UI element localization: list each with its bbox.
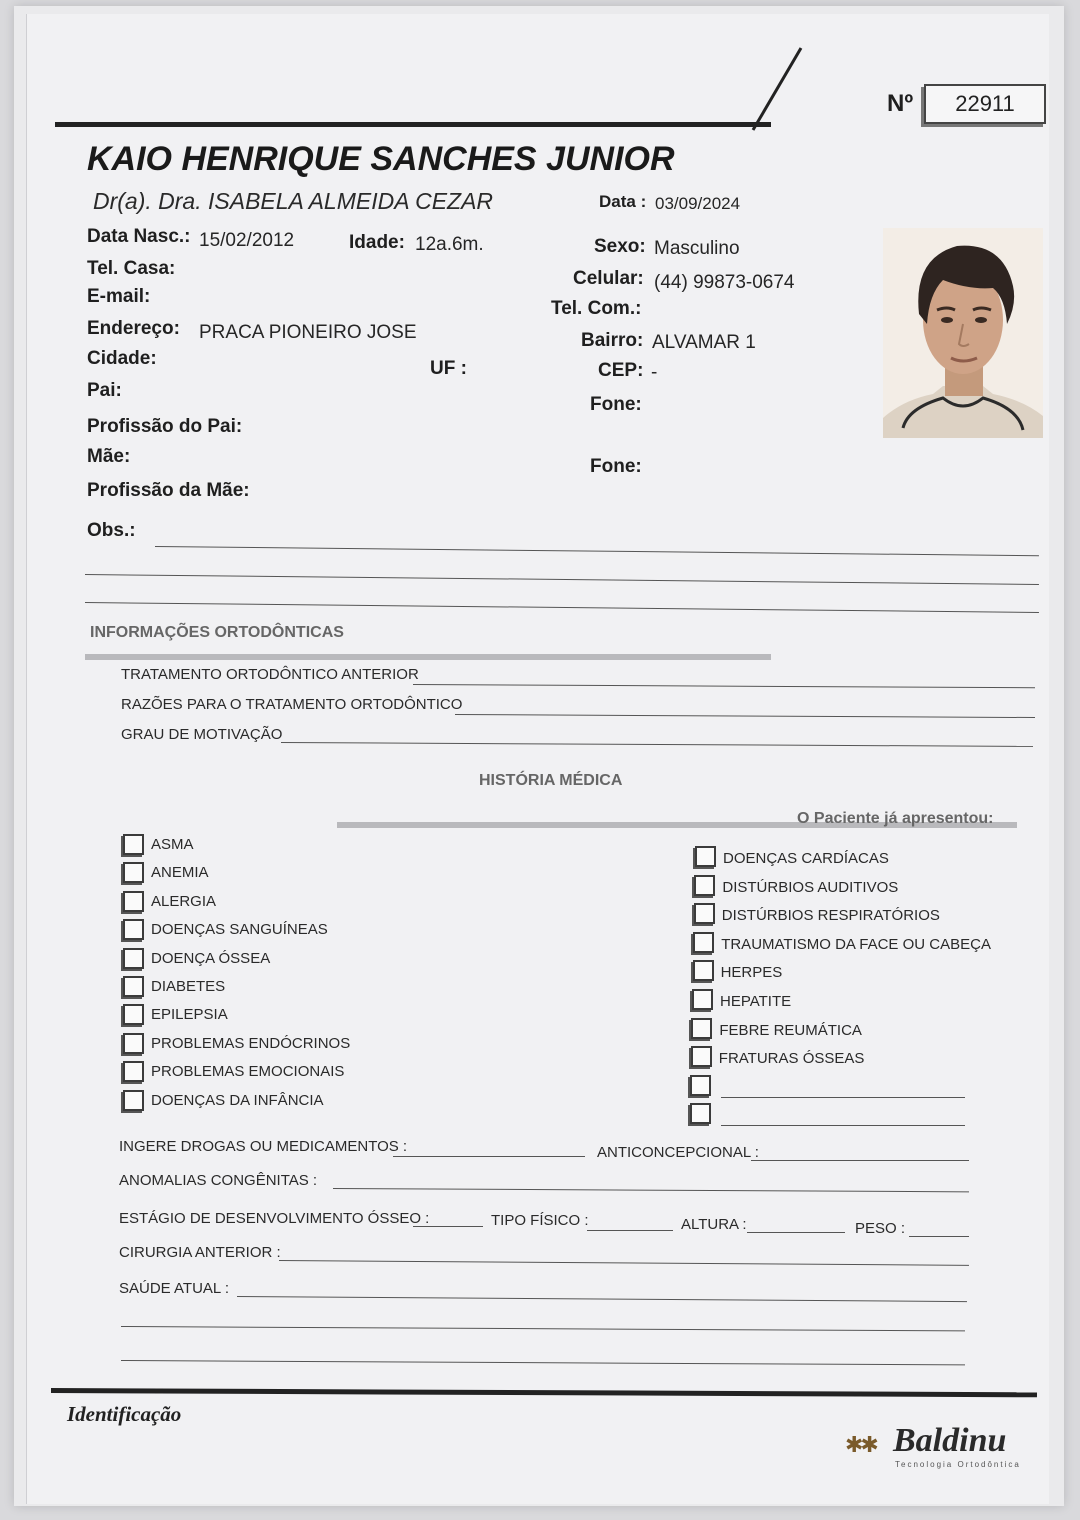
- checkbox-right-label-5: HEPATITE: [720, 993, 792, 1010]
- body-type-label: TIPO FÍSICO :: [491, 1212, 589, 1229]
- checkbox-left-5[interactable]: [123, 976, 144, 997]
- contraceptive-line[interactable]: [751, 1160, 969, 1161]
- medical-subtitle: O Paciente já apresentou:: [797, 810, 994, 827]
- ortho-previous-line[interactable]: [413, 684, 1035, 688]
- weight-line[interactable]: [909, 1236, 969, 1237]
- checkbox-left-3[interactable]: [123, 919, 144, 940]
- address-label: Endereço:: [87, 318, 180, 339]
- zip-value: -: [651, 362, 658, 383]
- age-label: Idade:: [349, 232, 405, 253]
- health-line-1[interactable]: [237, 1296, 967, 1302]
- date-label: Data :: [599, 192, 647, 211]
- ortho-reasons-line[interactable]: [455, 714, 1035, 718]
- patient-name: KAIO HENRIQUE SANCHES JUNIOR: [87, 140, 675, 178]
- state-label: UF :: [430, 358, 467, 379]
- checkbox-left-label-2: ALERGIA: [151, 892, 217, 910]
- ortho-section-title: INFORMAÇÕES ORTODÔNTICAS: [90, 624, 344, 641]
- email-label: E-mail:: [87, 286, 151, 307]
- body-type-line[interactable]: [587, 1230, 673, 1231]
- header-bar: [55, 122, 771, 127]
- ortho-reasons-label: RAZÕES PARA O TRATAMENTO ORTODÔNTICO: [121, 696, 463, 713]
- mother-label: Mãe:: [87, 446, 131, 467]
- doctor-name: Dr(a). Dra. ISABELA ALMEIDA CEZAR: [93, 188, 494, 214]
- checkbox-right-4[interactable]: [693, 960, 714, 981]
- brand-name: Baldinu: [893, 1422, 1007, 1459]
- checkbox-left-label-0: ASMA: [151, 836, 194, 853]
- checkbox-right-blank-line-8[interactable]: [721, 1097, 965, 1098]
- ortho-previous-label: TRATAMENTO ORTODÔNTICO ANTERIOR: [121, 666, 419, 683]
- age-value: 12a.6m.: [415, 234, 484, 255]
- checkbox-left-label-4: DOENÇA ÓSSEA: [151, 949, 271, 967]
- bone-stage-label: ESTÁGIO DE DESENVOLVIMENTO ÓSSEO :: [119, 1210, 430, 1227]
- weight-label: PESO :: [855, 1220, 906, 1237]
- checkbox-left-label-6: EPILEPSIA: [151, 1006, 228, 1024]
- father-profession-label: Profissão do Pai:: [87, 416, 243, 437]
- form-page: [26, 14, 1049, 1504]
- checkbox-right-label-6: FEBRE REUMÁTICA: [719, 1021, 862, 1039]
- checkbox-right-blank-line-9[interactable]: [721, 1125, 965, 1126]
- checkbox-right-8[interactable]: [690, 1075, 711, 1096]
- header-slash: [747, 44, 807, 134]
- father-label: Pai:: [87, 380, 122, 401]
- checkbox-left-8[interactable]: [123, 1061, 144, 1082]
- footer-section-title: Identificação: [67, 1402, 182, 1426]
- checkbox-right-5[interactable]: [692, 989, 713, 1010]
- birth-date-value: 15/02/2012: [199, 230, 295, 251]
- checkbox-left-label-7: PROBLEMAS ENDÓCRINOS: [151, 1034, 351, 1052]
- height-label: ALTURA :: [681, 1216, 747, 1233]
- patient-photo-illustration: [883, 228, 1043, 438]
- checkbox-left-9[interactable]: [123, 1090, 144, 1111]
- checkbox-right-7[interactable]: [691, 1046, 712, 1067]
- checkbox-left-1[interactable]: [123, 862, 144, 883]
- health-label: SAÚDE ATUAL :: [119, 1280, 230, 1297]
- sex-value: Masculino: [654, 238, 740, 259]
- checkbox-right-label-4: HERPES: [720, 964, 783, 982]
- surgery-line[interactable]: [279, 1260, 969, 1266]
- patient-photo: [883, 228, 1043, 438]
- anomalies-label: ANOMALIAS CONGÊNITAS :: [119, 1172, 318, 1189]
- checkbox-right-label-1: DISTÚRBIOS AUDITIVOS: [722, 878, 899, 896]
- neighborhood-label: Bairro:: [581, 330, 644, 351]
- health-line-3[interactable]: [121, 1360, 965, 1365]
- sex-label: Sexo:: [594, 236, 646, 257]
- father-phone-label: Fone:: [590, 394, 642, 415]
- checkbox-left-label-8: PROBLEMAS EMOCIONAIS: [151, 1063, 345, 1081]
- checkbox-right-3[interactable]: [693, 932, 714, 953]
- obs-label: Obs.:: [87, 520, 136, 541]
- checkbox-right-1[interactable]: [694, 875, 715, 896]
- work-phone-label: Tel. Com.:: [551, 298, 642, 319]
- ortho-section-bar: [85, 654, 771, 660]
- mobile-value: (44) 99873-0674: [654, 272, 795, 293]
- mother-profession-label: Profissão da Mãe:: [87, 480, 250, 501]
- checkbox-left-4[interactable]: [123, 948, 144, 969]
- form-number-value: 22911: [955, 91, 1015, 116]
- checkbox-left-7[interactable]: [123, 1033, 144, 1054]
- form-number-label: Nº: [887, 90, 914, 117]
- mother-phone-label: Fone:: [590, 456, 642, 477]
- footer-bar: [51, 1388, 1037, 1397]
- brand-tagline: Tecnologia Ortodôntica: [895, 1460, 1021, 1469]
- birth-date-label: Data Nasc.:: [87, 226, 191, 247]
- checkbox-right-2[interactable]: [694, 903, 715, 924]
- checkbox-left-6[interactable]: [123, 1004, 144, 1025]
- checkbox-right-label-7: FRATURAS ÓSSEAS: [718, 1050, 865, 1068]
- contraceptive-label: ANTICONCEPCIONAL :: [597, 1144, 759, 1161]
- drugs-label: INGERE DROGAS OU MEDICAMENTOS :: [119, 1138, 408, 1155]
- checkbox-right-6[interactable]: [691, 1018, 712, 1039]
- checkbox-left-label-1: ANEMIA: [151, 864, 209, 882]
- obs-line-1: [155, 546, 1039, 556]
- brand-logo-icon: ✱✱: [845, 1432, 876, 1457]
- neighborhood-value: ALVAMAR 1: [652, 332, 756, 353]
- city-label: Cidade:: [87, 348, 157, 369]
- anomalies-line[interactable]: [333, 1188, 969, 1192]
- height-line[interactable]: [747, 1232, 845, 1233]
- ortho-motivation-label: GRAU DE MOTIVAÇÃO: [121, 726, 283, 743]
- checkbox-left-label-9: DOENÇAS DA INFÂNCIA: [151, 1091, 324, 1109]
- medical-section-title: HISTÓRIA MÉDICA: [479, 772, 623, 789]
- zip-label: CEP:: [598, 360, 644, 381]
- checkbox-left-2[interactable]: [123, 891, 144, 912]
- drugs-line[interactable]: [393, 1156, 585, 1157]
- checkbox-right-label-2: DISTÚRBIOS RESPIRATÓRIOS: [721, 907, 940, 925]
- checkbox-right-0[interactable]: [695, 846, 716, 867]
- home-phone-label: Tel. Casa:: [87, 258, 176, 279]
- obs-line-3: [85, 602, 1039, 613]
- checkbox-right-9[interactable]: [690, 1103, 711, 1124]
- address-value: PRACA PIONEIRO JOSE: [199, 322, 417, 343]
- ortho-motivation-line[interactable]: [281, 742, 1033, 747]
- checkbox-left-0[interactable]: [123, 834, 144, 855]
- checkbox-right-label-0: DOENÇAS CARDÍACAS: [723, 850, 889, 867]
- checkbox-left-label-3: DOENÇAS SANGUÍNEAS: [151, 921, 328, 939]
- surgery-label: CIRURGIA ANTERIOR :: [119, 1244, 281, 1261]
- bone-stage-line[interactable]: [413, 1226, 483, 1227]
- checkbox-right-label-3: TRAUMATISMO DA FACE OU CABEÇA: [721, 935, 991, 953]
- date-value: 03/09/2024: [655, 194, 741, 213]
- form-number-box: [924, 84, 1046, 124]
- obs-line-2: [85, 574, 1039, 585]
- mobile-label: Celular:: [573, 268, 644, 289]
- health-line-2[interactable]: [121, 1326, 965, 1331]
- checkbox-left-label-5: DIABETES: [151, 978, 226, 995]
